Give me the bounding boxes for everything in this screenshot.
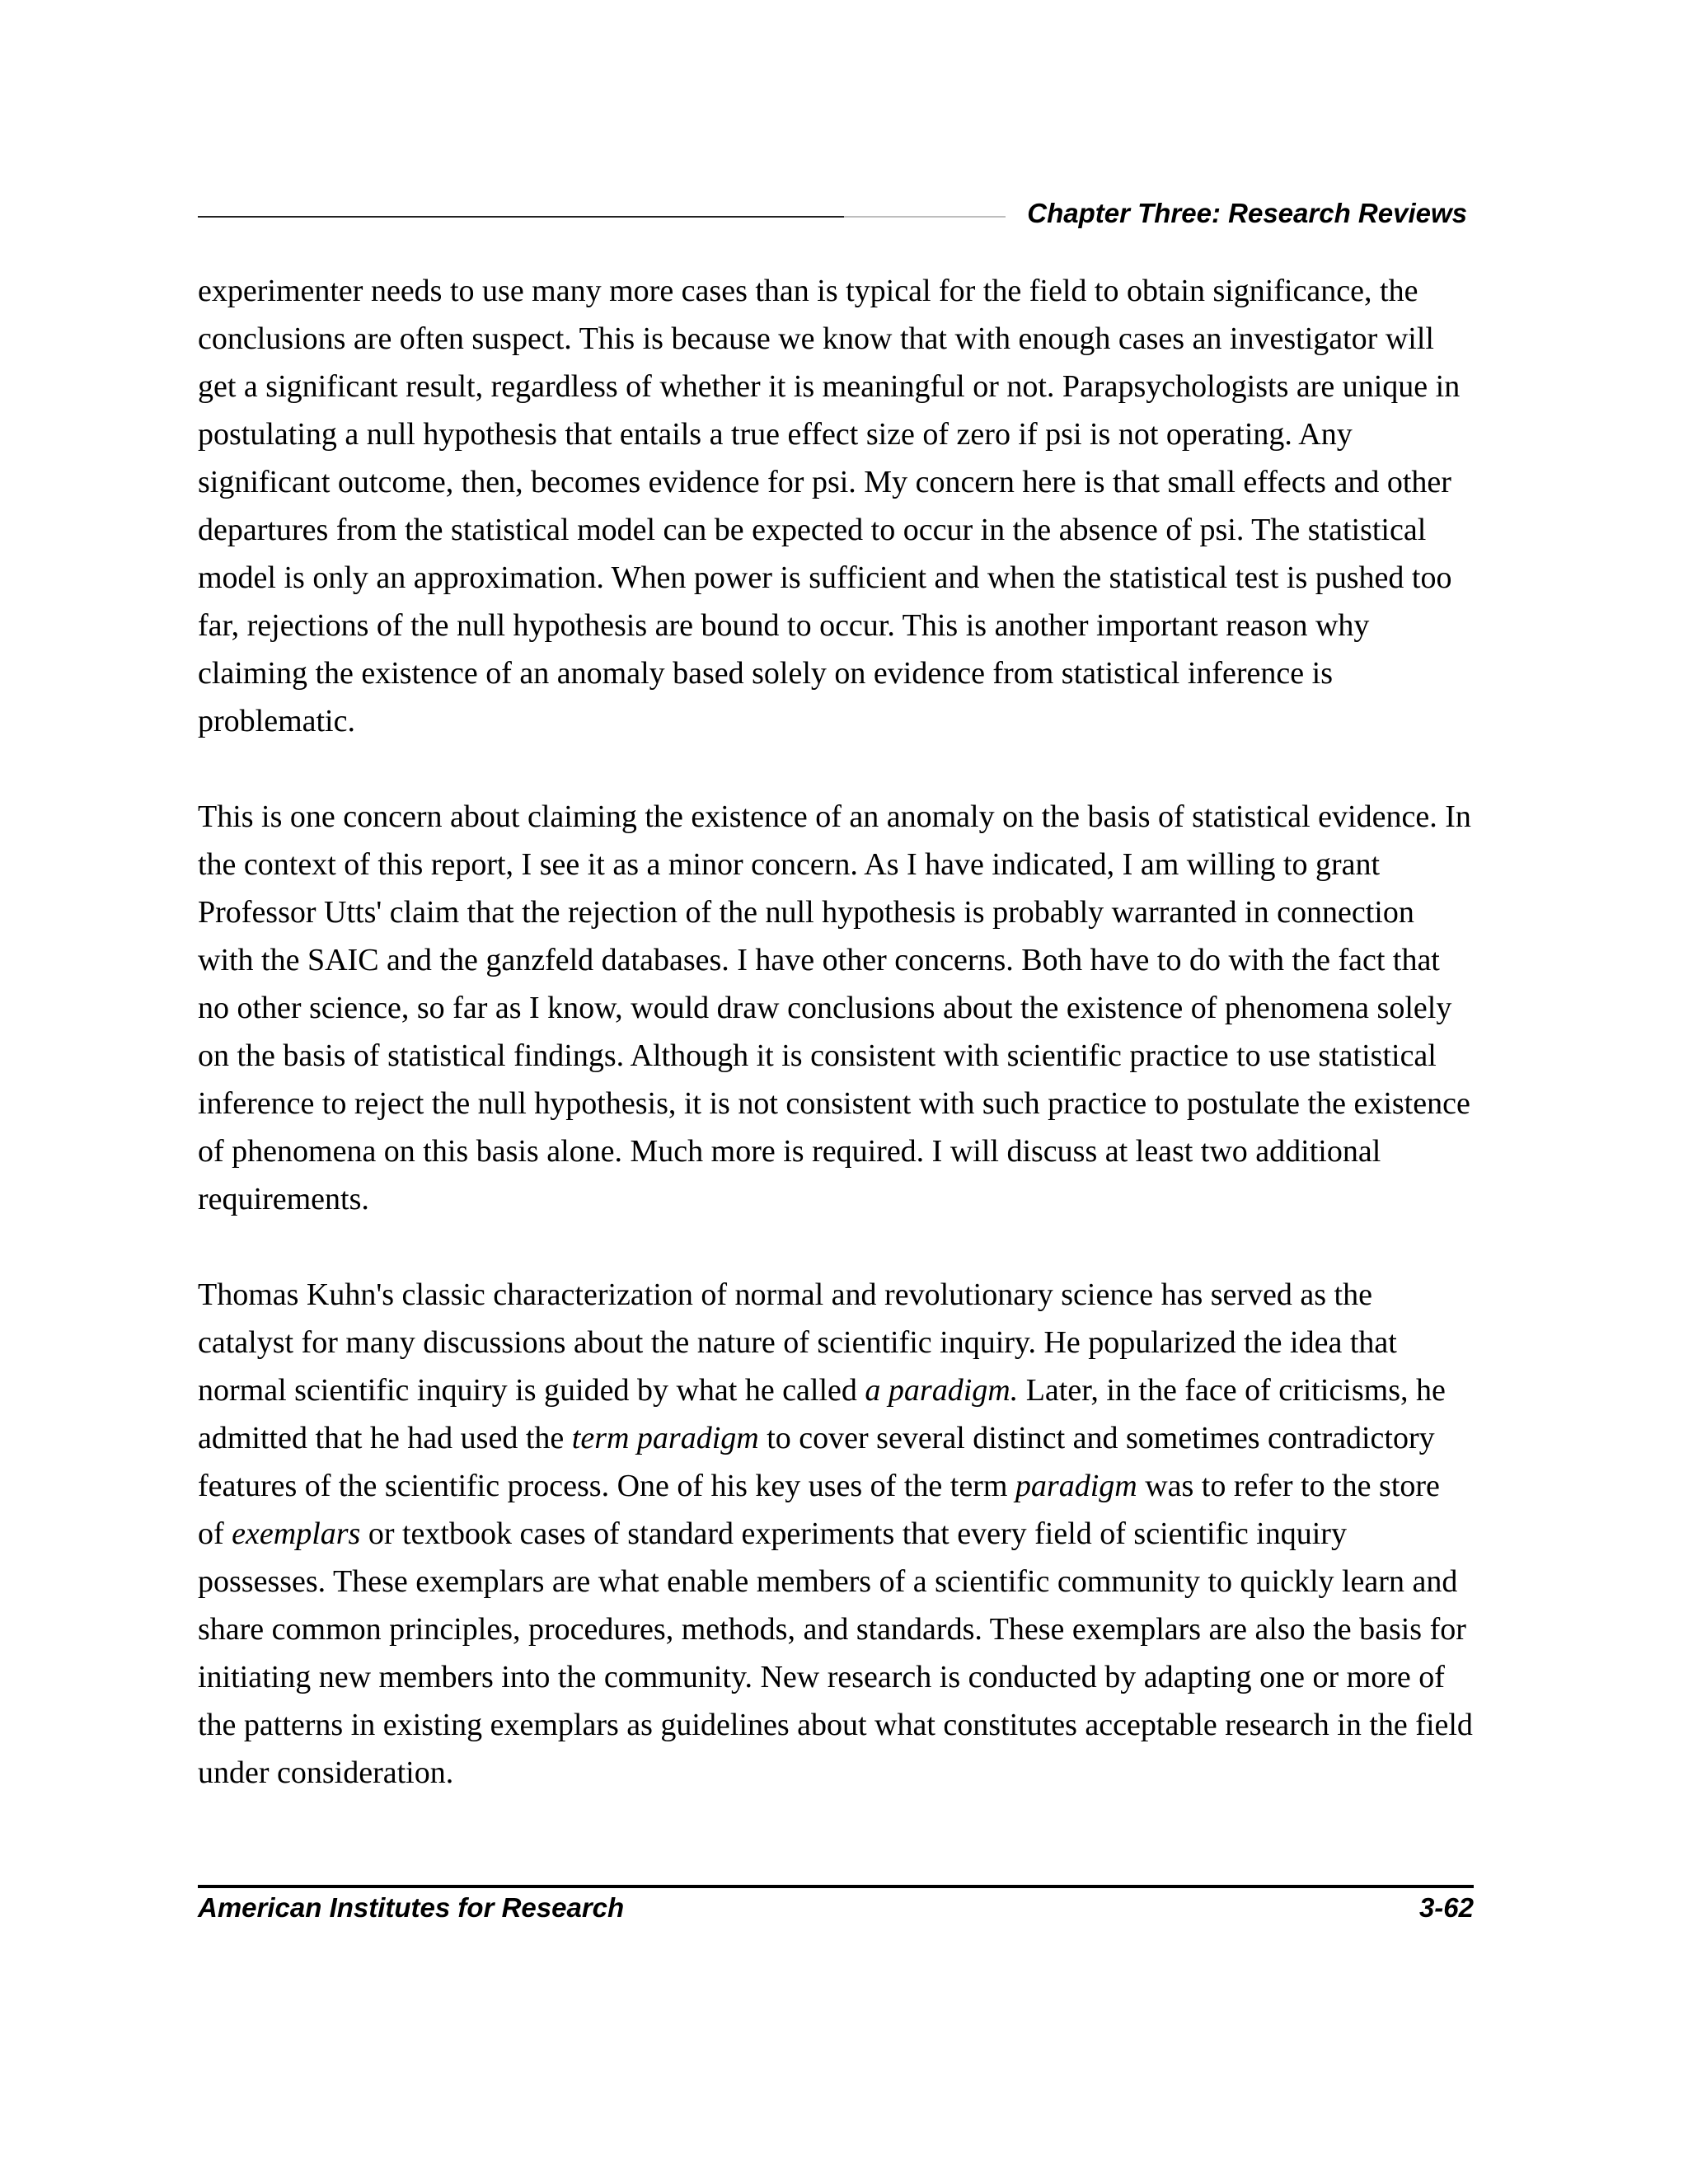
chapter-title: Chapter Three: Research Reviews <box>1027 198 1467 228</box>
paragraph-1: experimenter needs to use many more cases than is typical for the field to obtain significance, the conclusions are often suspect. This is because we know that with enough cases an investigator will get a significant result, regardless of whether it is meaningful or not. Parapsychologists are unique in postulating a null hypothesis that entails a true effect size of zero if psi is not operating. Any significant outcome, then, becomes evidence for psi. My concern here is that small effects and other departures from the statistical model can be expected to occur in the absence of psi. The statistical model is only an approximation. When power is sufficient and when the statistical test is pushed too far, rejections of the null hypothesis are bound to occur. This is another important reason why claiming the existence of an anomaly based solely on evidence from statistical inference is problematic. <box>198 274 1461 738</box>
paragraph-3-text-3: to cover several distinct and sometimes contradictory features of the scientific process. One of his key uses of the term <box>198 1421 1435 1503</box>
italic-term-paradigm: term paradigm <box>571 1421 759 1455</box>
paragraph-3-text-4: was to refer to the store of <box>198 1469 1440 1551</box>
header-rule <box>198 216 1006 218</box>
footer-organization: American Institutes for Research <box>198 1892 625 1923</box>
footer-page-number: 3-62 <box>1418 1892 1474 1923</box>
italic-exemplars: exemplars <box>232 1516 361 1551</box>
paragraph-3-text-2: Later, in the face of criticisms, he admitted that he had used the <box>198 1373 1446 1455</box>
italic-a-paradigm: a paradigm. <box>865 1373 1019 1408</box>
paragraph-3-text-5: or textbook cases of standard experiments that every field of scientific inquiry possesses. These exemplars are what enable members of a scientific community to quickly learn and share common principles, procedures, methods, and standards. These exemplars are also the basis for initiating new members into the community. New research is conducted by adapting one or more of the patterns in existing exemplars as guidelines about what constitutes acceptable research in the field under consideration. <box>198 1516 1473 1790</box>
footer-rule <box>198 1885 1474 1888</box>
paragraph-3 <box>198 1271 1474 1797</box>
paragraph-2: This is one concern about claiming the existence of an anomaly on the basis of statistical evidence. In the context of this report, I see it as a minor concern. As I have indicated, I am willing to grant Professor Utts' claim that the rejection of the null hypothesis is probably warranted in connection with the SAIC and the ganzfeld databases. I have other concerns. Both have to do with the fact that no other science, so far as I know, would draw conclusions about the existence of phenomena solely on the basis of statistical findings. Although it is consistent with scientific practice to use statistical inference to reject the null hypothesis, it is not consistent with such practice to postulate the existence of phenomena on this basis alone. Much more is required. I will discuss at least two additional requirements. <box>198 799 1471 1216</box>
paragraph-3-text-1: Thomas Kuhn's classic characterization of normal and revolutionary science has served as the catalyst for many discussions about the nature of scientific inquiry. He popularized the idea that normal scientific inquiry is guided by what he called <box>198 1277 1397 1408</box>
italic-paradigm: paradigm <box>1015 1469 1137 1503</box>
body-text <box>198 267 1474 1797</box>
